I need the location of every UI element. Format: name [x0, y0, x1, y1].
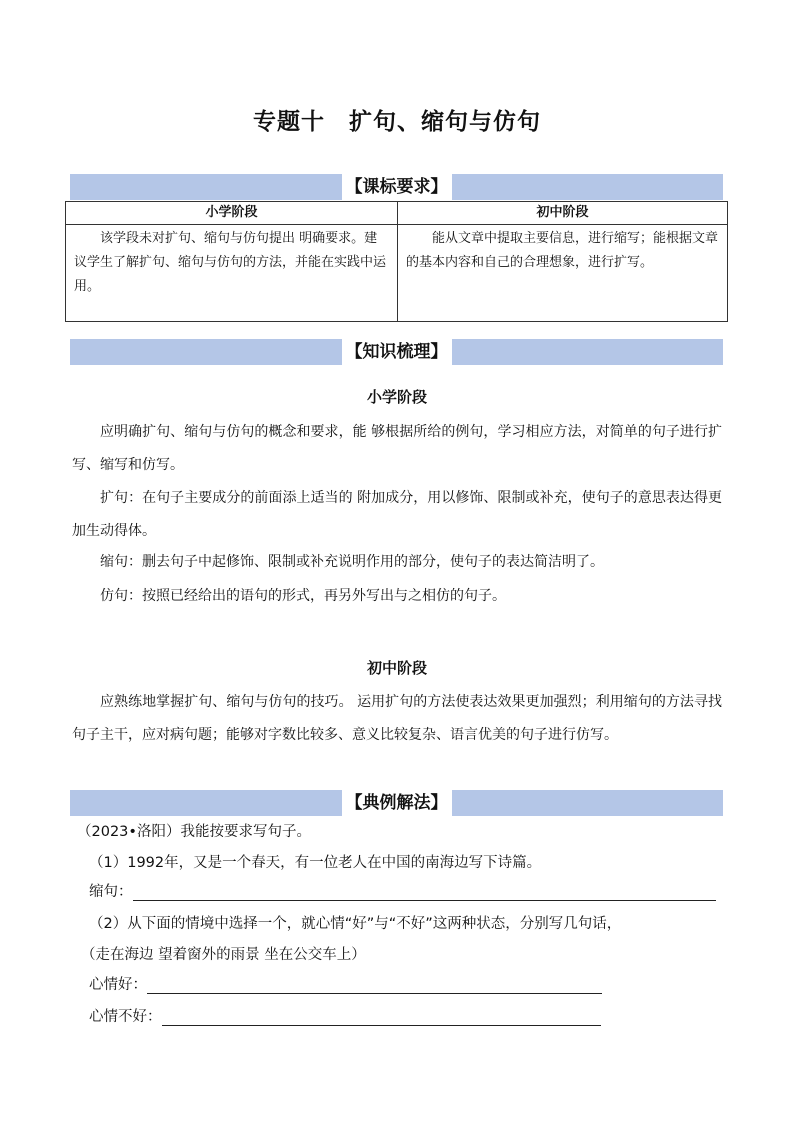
answer-row-good	[89, 973, 614, 994]
imitate-definition: 仿句：按照已经给出的语句的形式，再另外写出与之相仿的句子。	[100, 588, 506, 604]
standards-table	[65, 201, 728, 322]
expand-definition: 扩句：在句子主要成分的前面添上适当的 附加成分，用以修饰、限制或补充，使句子的意思表达得更加生动得体。	[72, 490, 722, 539]
col-header-primary: 小学阶段	[66, 202, 398, 225]
section-bar-examples	[70, 790, 723, 816]
section-label-knowledge: 【知识梳理】	[342, 339, 452, 365]
section-bar-knowledge	[70, 339, 723, 365]
primary-heading: 小学阶段	[366, 388, 427, 406]
example-source: （2023•洛阳）我能按要求写句子。	[77, 824, 311, 840]
middle-text: 应熟练地掌握扩句、缩句与仿句的技巧。 运用扩句的方法使表达效果更加强烈；利用缩句的方法寻找句子主干，应对病句题；能够对字数比较多、意义比较复杂、语言优美的句子进行仿写。	[72, 694, 722, 743]
condense-answer-line[interactable]	[133, 882, 716, 901]
bad-mood-label: 心情不好：	[89, 1009, 162, 1025]
answer-row-condense	[89, 880, 724, 901]
primary-intro: 应明确扩句、缩句与仿句的概念和要求，能 够根据所给的例句，学习相应方法，对简单的句子进行扩写、缩写和仿写。	[72, 424, 722, 473]
bad-mood-answer-line[interactable]	[162, 1007, 601, 1026]
question-2-options: （走在海边 望着窗外的雨景 坐在公交车上）	[81, 947, 366, 963]
condense-label: 缩句：	[89, 884, 133, 900]
middle-requirement-cell: 能从文章中提取主要信息，进行缩写；能根据文章的基本内容和自己的合理想象，进行扩写。	[398, 225, 728, 322]
good-mood-answer-line[interactable]	[147, 975, 602, 994]
col-header-middle: 初中阶段	[398, 202, 728, 225]
question-2: （2）从下面的情境中选择一个，就心情“好”与“不好”这两种状态，分别写几句话，	[89, 916, 622, 932]
primary-requirement-cell: 该学段未对扩句、缩句与仿句提出 明确要求。建议学生了解扩句、缩句与仿句的方法，并能在实践中运用。	[66, 225, 398, 322]
middle-heading: 初中阶段	[366, 659, 427, 677]
section-label-standards: 【课标要求】	[342, 174, 452, 200]
question-1: （1）1992年，又是一个春天，有一位老人在中国的南海边写下诗篇。	[89, 855, 542, 871]
page-title: 专题十 扩句、缩句与仿句	[253, 109, 541, 135]
section-bar-standards	[70, 174, 723, 200]
good-mood-label: 心情好：	[89, 977, 147, 993]
section-label-examples: 【典例解法】	[342, 790, 452, 816]
answer-row-bad	[89, 1005, 614, 1026]
condense-definition: 缩句：删去句子中起修饰、限制或补充说明作用的部分，使句子的表达简洁明了。	[100, 554, 604, 570]
